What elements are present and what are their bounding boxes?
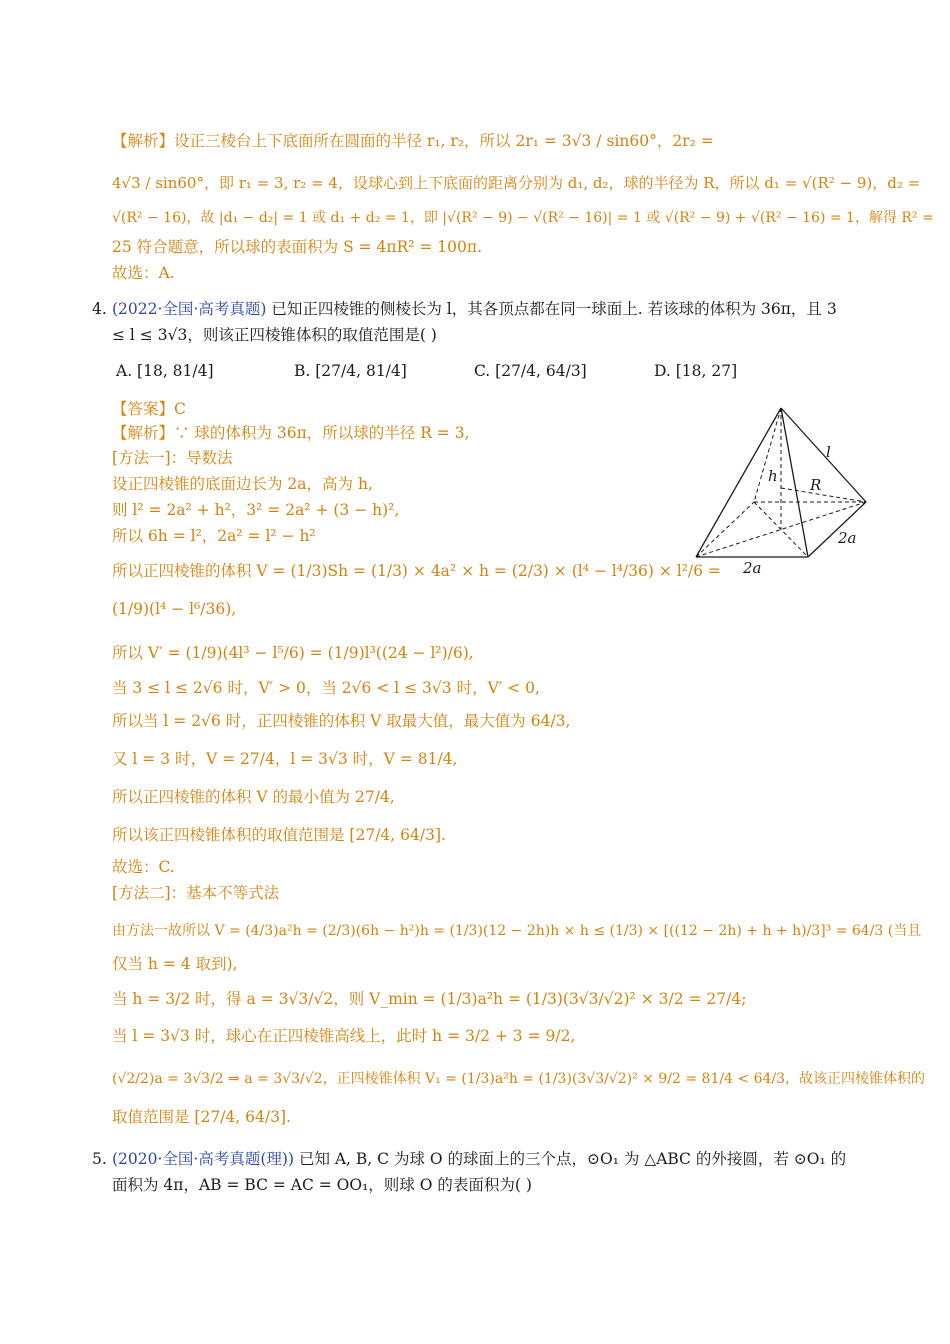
- lateral-edge-front: [781, 408, 808, 557]
- pyramid-figure: [688, 405, 873, 575]
- base-back-left-edge: [696, 502, 754, 557]
- question-5-stem-line-1: [112, 1148, 846, 1170]
- solution-line-13: 所以该正四棱锥体积的取值范围是 [27/4, 64/3].: [112, 826, 446, 844]
- question-4-stem-line-1: [112, 298, 837, 320]
- solution-line-4: 则 l² = 2a² + h²，3² = 2a² + (3 − h)²,: [112, 501, 400, 519]
- question-5-stem-text: 已知 A, B, C 为球 O 的球面上的三个点，⊙O₁ 为 △ABC 的外接圆，若 ⊙O₁ 的: [298, 1150, 847, 1168]
- solution-line-5: 所以 6h = l²，2a² = l² − h²: [112, 527, 316, 545]
- solution-line-11: 又 l = 3 时，V = 27/4，l = 3√3 时，V = 81/4,: [112, 750, 458, 768]
- question-4-number: 4.: [92, 300, 107, 318]
- prev-solution-line-1: 【解析】设正三棱台上下底面所在圆面的半径 r₁, r₂，所以 2r₁ = 3√3 / sin60°，2r₂ =: [112, 132, 714, 150]
- solution-line-8: 所以 V′ = (1/9)(4l³ − l⁵/6) = (1/9)l³((24 − l²)/6),: [112, 644, 474, 662]
- base-right-edge: [808, 502, 866, 557]
- solution-line-9: 当 3 ≤ l ≤ 2√6 时，V′ > 0，当 2√6 < l ≤ 3√3 时，V′ < 0,: [112, 679, 540, 697]
- question-4-source: (2022·全国·高考真题): [112, 300, 267, 318]
- option-c: C. [27/4, 64/3]: [474, 362, 587, 380]
- solution-line-2: [方法一]：导数法: [112, 449, 233, 467]
- label-side-bottom: 2a: [743, 559, 762, 575]
- lateral-edge-right: [781, 408, 866, 502]
- prev-solution-line-4: 25 符合题意，所以球的表面积为 S = 4πR² = 100π.: [112, 238, 483, 256]
- solution-line-3: 设正四棱锥的底面边长为 2a，高为 h,: [112, 475, 373, 493]
- solution-line-18: 当 h = 3/2 时，得 a = 3√3/√2，则 V_min = (1/3)a²h = (1/3)(3√3/√2)² × 3/2 = 27/4;: [112, 990, 747, 1008]
- solution-line-17: 仅当 h = 4 取到),: [112, 955, 238, 973]
- question-4-stem-text: 已知正四棱锥的侧棱长为 l，其各顶点都在同一球面上. 若该球的体积为 36π，且 3: [271, 300, 837, 318]
- label-r: R: [810, 476, 822, 494]
- option-a: A. [18, 81/4]: [116, 362, 214, 380]
- solution-line-16: 由方法一故所以 V = (4/3)a²h = (2/3)(6h − h²)h = (1/3)(12 − 2h)h × h ≤ (1/3) × [((12 − 2h) + h + h)/3]³ = 64/3 (当且: [112, 923, 922, 939]
- question-5-stem-line-2: 面积为 4π，AB = BC = AC = OO₁，则球 O 的表面积为( ): [112, 1176, 532, 1194]
- question-4-stem-line-2: ≤ l ≤ 3√3，则该正四棱锥体积的取值范围是( ): [112, 326, 437, 344]
- label-side-right: 2a: [838, 529, 857, 547]
- solution-line-14: 故选：C.: [112, 858, 175, 876]
- prev-solution-line-3: √(R² − 16)，故 |d₁ − d₂| = 1 或 d₁ + d₂ = 1，即 |√(R² − 9) − √(R² − 16)| = 1 或 √(R² − 9) + √(R² − 16) = 1，解得 R² =: [112, 210, 934, 226]
- question-4-answer: 【答案】C: [112, 400, 186, 418]
- sphere-radius-line: [781, 488, 866, 502]
- option-d: D. [18, 27]: [654, 362, 738, 380]
- solution-line-7: (1/9)(l⁴ − l⁶/36),: [112, 600, 237, 618]
- label-l: l: [826, 443, 831, 461]
- solution-line-6: 所以正四棱锥的体积 V = (1/3)Sh = (1/3) × 4a² × h = (2/3) × (l⁴ − l⁴/36) × l²/6 =: [112, 562, 721, 580]
- prev-solution-line-2: 4√3 / sin60°，即 r₁ = 3, r₂ = 4，设球心到上下底面的距离分别为 d₁, d₂，球的半径为 R，所以 d₁ = √(R² − 9)，d₂ =: [112, 174, 921, 192]
- solution-line-19: 当 l = 3√3 时，球心在正四棱锥高线上，此时 h = 3/2 + 3 = 9/2,: [112, 1027, 576, 1045]
- option-b: B. [27/4, 81/4]: [294, 362, 407, 380]
- solution-line-21: 取值范围是 [27/4, 64/3].: [112, 1108, 291, 1126]
- solution-line-10: 所以当 l = 2√6 时，正四棱锥的体积 V 取最大值，最大值为 64/3,: [112, 712, 571, 730]
- lateral-edge-back: [754, 408, 781, 502]
- solution-line-20: (√2/2)a = 3√3/2 ⇒ a = 3√3/√2，正四棱锥体积 V₁ = (1/3)a²h = (1/3)(3√3/√2)² × 9/2 = 81/4 < 64/3，故该正四棱锥体积的: [112, 1071, 926, 1087]
- solution-line-15: [方法二]：基本不等式法: [112, 884, 280, 902]
- question-5-source: (2020·全国·高考真题(理)): [112, 1150, 294, 1168]
- prev-solution-choice: 故选：A.: [112, 264, 175, 282]
- question-5-number: 5.: [92, 1150, 107, 1168]
- label-h: h: [768, 467, 778, 485]
- solution-line-1: 【解析】∵ 球的体积为 36π，所以球的半径 R = 3,: [112, 424, 470, 442]
- solution-line-12: 所以正四棱锥的体积 V 的最小值为 27/4,: [112, 788, 395, 806]
